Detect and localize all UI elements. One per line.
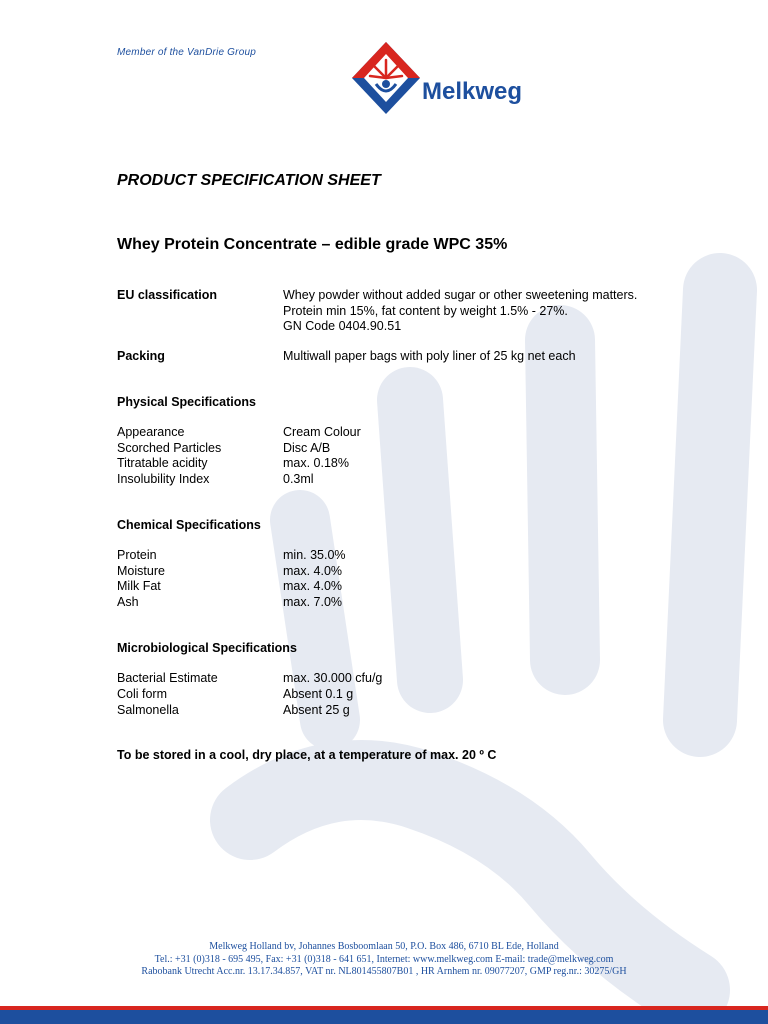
eu-classification-line: GN Code 0404.90.51 — [283, 319, 402, 333]
document-title: PRODUCT SPECIFICATION SHEET — [117, 172, 381, 189]
spec-value: max. 4.0% — [283, 579, 343, 593]
spec-label: Insolubility Index — [117, 472, 210, 486]
storage-note: To be stored in a cool, dry place, at a temperature of max. 20 º C — [117, 748, 497, 762]
eu-classification-value — [283, 288, 703, 335]
spec-label: Scorched Particles — [117, 441, 222, 455]
footer-registration-line: Rabobank Utrecht Acc.nr. 13.17.34.857, VAT nr. NL801455807B01 , HR Arnhem nr. 09077207, GMP reg.nr.: 30275/GH — [141, 966, 627, 977]
spec-label: Protein — [117, 548, 157, 562]
melkweg-logo — [350, 40, 540, 118]
spec-label: Salmonella — [117, 703, 179, 717]
spec-value: max. 30.000 cfu/g — [283, 671, 383, 685]
eu-classification-label: EU classification — [117, 288, 218, 302]
logo-wordmark: Melkweg — [422, 78, 523, 105]
product-title: Whey Protein Concentrate – edible grade WPC 35% — [117, 236, 508, 253]
spec-value: 0.3ml — [283, 472, 314, 486]
spec-label: Bacterial Estimate — [117, 671, 218, 685]
eu-classification-line: Whey powder without added sugar or other sweetening matters. — [283, 288, 638, 302]
footer-color-bar — [0, 1006, 768, 1024]
spec-label: Ash — [117, 595, 139, 609]
physical-specifications-heading: Physical Specifications — [117, 395, 256, 409]
footer-address-line: Melkweg Holland bv, Johannes Bosboomlaan 50, P.O. Box 486, 6710 BL Ede, Holland — [209, 941, 559, 952]
spec-value: Cream Colour — [283, 425, 361, 439]
footer-contact-line: Tel.: +31 (0)318 - 695 495, Fax: +31 (0)318 - 641 651, Internet: www.melkweg.com E-mail: trade@melkweg.com — [154, 953, 614, 965]
footer-blue-stripe — [0, 1010, 768, 1024]
spec-value: max. 4.0% — [283, 564, 343, 578]
packing-label: Packing — [117, 349, 165, 363]
spec-value: min. 35.0% — [283, 548, 346, 562]
spec-value: max. 7.0% — [283, 595, 343, 609]
spec-value: max. 0.18% — [283, 456, 350, 470]
spec-label: Coli form — [117, 687, 168, 701]
company-footer — [0, 941, 768, 979]
spec-value: Absent 0.1 g — [283, 687, 354, 701]
spec-label: Appearance — [117, 425, 185, 439]
spec-label: Moisture — [117, 564, 165, 578]
microbiological-specifications-heading: Microbiological Specifications — [117, 641, 297, 655]
eu-classification-line: Protein min 15%, fat content by weight 1.5% - 27%. — [283, 303, 568, 318]
member-of-group-text: Member of the VanDrie Group — [117, 47, 256, 58]
chemical-specifications-heading: Chemical Specifications — [117, 518, 261, 532]
spec-label: Titratable acidity — [117, 456, 208, 470]
spec-label: Milk Fat — [117, 579, 161, 593]
packing-value: Multiwall paper bags with poly liner of 25 kg net each — [283, 349, 576, 363]
spec-value: Absent 25 g — [283, 703, 350, 717]
spec-value: Disc A/B — [283, 441, 331, 455]
